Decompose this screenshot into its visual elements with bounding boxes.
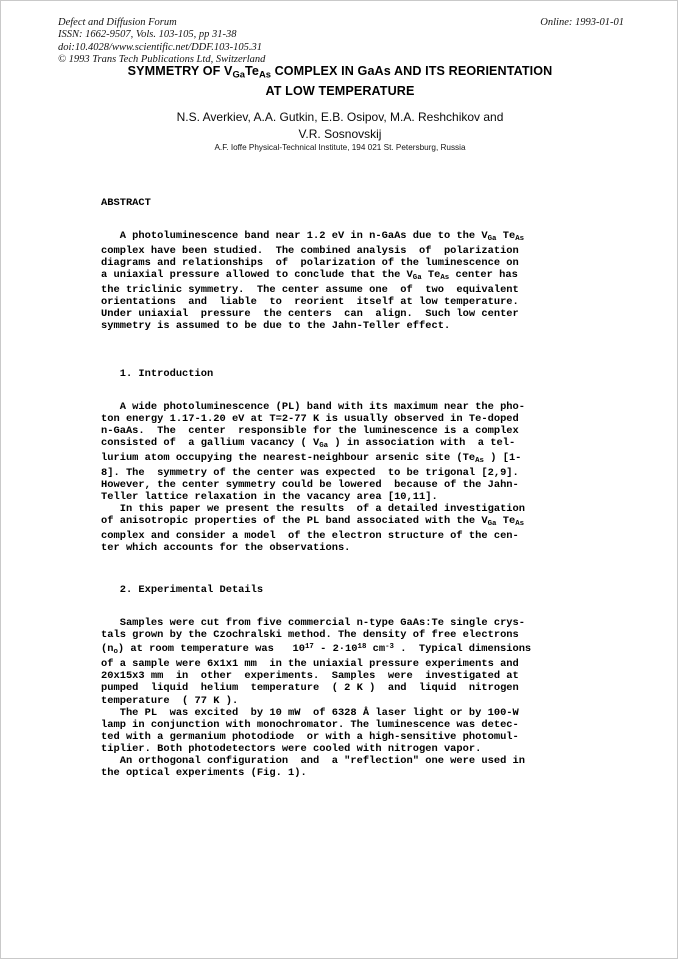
text-line <box>101 719 579 731</box>
text-line <box>101 755 579 767</box>
text-run: consisted of a gallium vacancy ( V <box>101 437 320 450</box>
superscript: 18 <box>357 643 367 652</box>
abstract-text <box>101 230 579 332</box>
text-run: tals grown by the Czochralski method. The density of free electrons <box>101 629 519 642</box>
text-line <box>101 425 579 437</box>
subscript: As <box>475 457 484 466</box>
title-seg-a: SYMMETRY OF V <box>127 64 233 78</box>
spacer <box>101 596 579 617</box>
subscript: Ga <box>487 520 497 529</box>
text-line <box>101 269 579 284</box>
text-run: However, the center symmetry could be lowered because of the Jahn- <box>101 479 519 492</box>
text-run: lamp in conjunction with monochromator. The luminescence was detec- <box>101 718 519 731</box>
text-line <box>101 257 579 269</box>
masthead-top-row <box>58 17 624 29</box>
spacer <box>101 209 579 230</box>
introduction-text <box>101 401 579 554</box>
text-run: the triclinic symmetry. The center assume one of two equivalent <box>101 283 519 296</box>
subscript: Ga <box>412 273 422 282</box>
text-run: temperature ( 77 K ). <box>101 694 239 707</box>
author-line-1: N.S. Averkiev, A.A. Gutkin, E.B. Osipov, M.A. Reshchikov and <box>176 110 504 124</box>
text-line <box>101 658 579 670</box>
text-run: Under uniaxial pressure the centers can align. Such low center <box>101 308 519 321</box>
copyright-line: © 1993 Trans Tech Publications Ltd, Switzerland <box>58 54 266 66</box>
text-run: pumped liquid helium temperature ( 2 K ) and liquid nitrogen <box>101 682 519 695</box>
text-line <box>101 682 579 694</box>
title-seg-b: Te <box>245 64 259 78</box>
text-line <box>101 767 579 779</box>
text-run: Teller lattice relaxation in the vacancy area [10,11]. <box>101 491 438 504</box>
text-line <box>101 503 579 515</box>
subscript: As <box>440 273 450 282</box>
superscript: 17 <box>304 643 314 652</box>
text-line <box>101 284 579 296</box>
title-seg-c: COMPLEX IN GaAs AND ITS REORIENTATION <box>270 64 553 78</box>
journal-name: Defect and Diffusion Forum <box>58 17 177 28</box>
text-line <box>101 308 579 320</box>
text-run: A photoluminescence band near 1.2 eV in n-GaAs due to the V <box>101 230 488 243</box>
experimental-text <box>101 617 579 779</box>
text-run: ted with a germanium photodiode or with a high-sensitive photomul- <box>101 730 519 743</box>
text-line <box>101 731 579 743</box>
text-run: - 2·10 <box>313 643 358 656</box>
subscript: As <box>515 520 525 529</box>
text-line <box>101 467 579 479</box>
text-run: ) in association with a tel- <box>328 437 516 450</box>
author-line-2: V.R. Sosnovskij <box>298 126 382 141</box>
text-run: . Typical dimensions <box>393 643 532 656</box>
text-run: A wide photoluminescence (PL) band with its maximum near the pho- <box>101 401 526 414</box>
text-run: the optical experiments (Fig. 1). <box>101 766 307 779</box>
text-line <box>101 515 579 530</box>
doi-line[interactable]: doi:10.4028/www.scientific.net/DDF.103-105.31 <box>58 41 263 53</box>
abstract-heading: ABSTRACT <box>101 197 151 209</box>
text-run: Te <box>421 269 441 282</box>
document-body <box>101 197 579 779</box>
text-run: Te <box>496 230 516 243</box>
introduction-heading: 1. Introduction <box>101 368 214 381</box>
text-line <box>101 707 579 719</box>
spacer <box>101 332 579 368</box>
text-run: The PL was excited by 10 mW of 6328 Å laser light or by 100-W <box>101 706 519 719</box>
text-line <box>101 437 579 452</box>
text-line <box>101 743 579 755</box>
subscript: Ga <box>319 442 329 451</box>
text-line <box>101 491 579 503</box>
text-run: complex and consider a model of the electron structure of the cen- <box>101 530 519 543</box>
title-sub-as: As <box>259 68 271 80</box>
text-run: Te <box>496 515 516 528</box>
text-line <box>101 629 579 641</box>
text-line <box>101 401 579 413</box>
text-run: of a sample were 6x1x1 mm in the uniaxial pressure experiments and <box>101 658 519 671</box>
text-run: lurium atom occupying the nearest-neighbour arsenic site (Te <box>101 452 476 465</box>
text-line <box>101 452 579 467</box>
text-run: ) [1- <box>484 452 522 465</box>
text-line <box>101 641 579 658</box>
text-run: In this paper we present the results of a detailed investigation <box>101 503 526 516</box>
title-line-2: AT LOW TEMPERATURE <box>265 83 415 98</box>
text-run: An orthogonal configuration and a "reflection" one were used in <box>101 754 526 767</box>
text-run: ) at room temperature was 10 <box>117 643 305 656</box>
text-line <box>101 530 579 542</box>
text-line <box>101 245 579 257</box>
experimental-heading: 2. Experimental Details <box>101 584 264 597</box>
text-run: orientations and liable to reorient itself at low temperature. <box>101 295 519 308</box>
text-run: symmetry is assumed to be due to the Jahn-Teller effect. <box>101 320 451 333</box>
text-run: of anisotropic properties of the PL band associated with the V <box>101 515 488 528</box>
text-line <box>101 320 579 332</box>
text-run: 20x15x3 mm in other experiments. Samples were investigated at <box>101 670 519 683</box>
text-run: 8]. The symmetry of the center was expected to be trigonal [2,9]. <box>101 467 519 480</box>
text-run: ton energy 1.17-1.20 eV at T=2-77 K is usually observed in Te-doped <box>101 413 519 426</box>
text-run: Samples were cut from five commercial n-type GaAs:Te single crys- <box>101 617 526 630</box>
spacer <box>101 380 579 401</box>
text-line <box>101 230 579 245</box>
text-run: a uniaxial pressure allowed to conclude that the V <box>101 269 413 282</box>
text-run: diagrams and relationships of polarization of the luminescence on <box>101 256 519 269</box>
affiliation: A.F. Ioffe Physical-Technical Institute, 194 021 St. Petersburg, Russia <box>214 143 466 152</box>
text-run: cm <box>366 643 386 656</box>
subscript: Ga <box>487 234 497 243</box>
spacer <box>101 554 579 584</box>
journal-masthead <box>58 17 624 67</box>
text-line <box>101 296 579 308</box>
superscript: -3 <box>385 643 394 652</box>
text-run: ter which accounts for the observations. <box>101 542 351 555</box>
issn-line: ISSN: 1662-9507, Vols. 103-105, pp 31-38 <box>58 29 237 41</box>
title-sub-ga: Ga <box>232 68 246 80</box>
text-line <box>101 479 579 491</box>
subscript: o <box>113 648 118 657</box>
title-line-1 <box>1 63 678 83</box>
text-run: complex have been studied. The combined analysis of polarization <box>101 244 519 257</box>
text-line <box>101 670 579 682</box>
text-run: (n <box>101 643 114 656</box>
text-run: center has <box>449 269 518 282</box>
text-run: tiplier. Both photodetectors were cooled with nitrogen vapor. <box>101 742 482 755</box>
text-line <box>101 695 579 707</box>
text-line <box>101 542 579 554</box>
author-list <box>1 109 678 142</box>
page-title <box>1 63 678 99</box>
text-line <box>101 413 579 425</box>
text-line <box>101 617 579 629</box>
subscript: As <box>515 234 525 243</box>
text-run: n-GaAs. The center responsible for the luminescence is a complex <box>101 425 519 438</box>
online-date: Online: 1993-01-01 <box>540 17 624 28</box>
